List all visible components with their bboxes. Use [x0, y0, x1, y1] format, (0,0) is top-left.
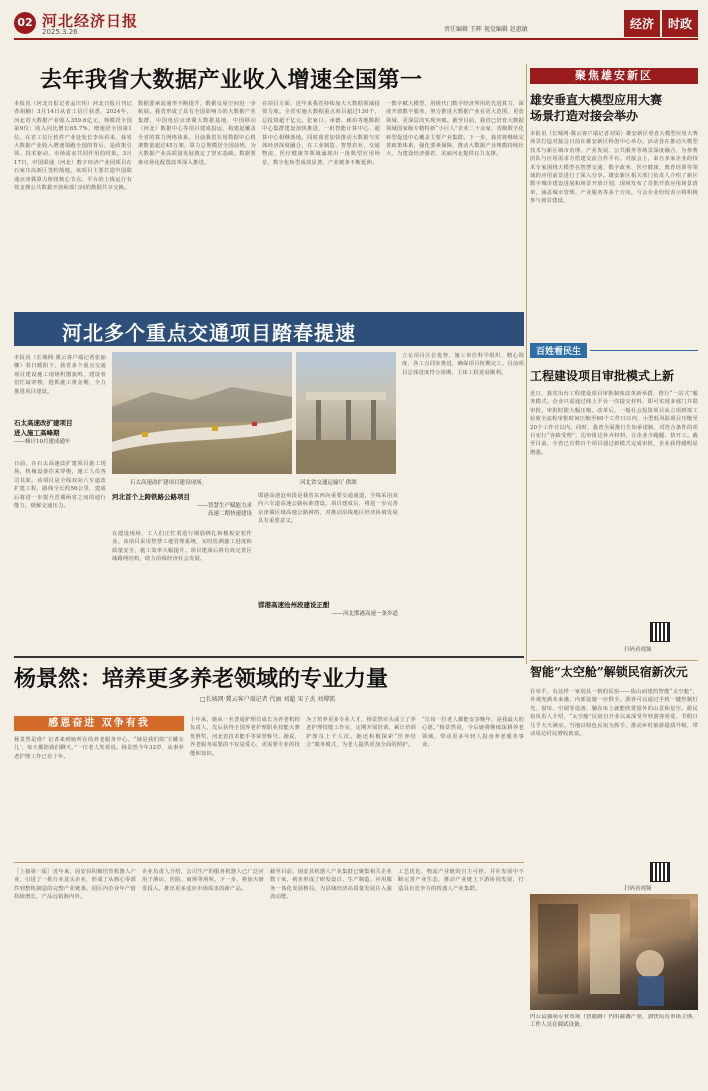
bottom-col-1: 杨景然是谁？记者来到她所在的养老服务中心，“她是我们的‘宝藏女儿’，每天都陪我们聊天。”一位老人笑着说。杨景然今年32岁，从事养老护理工作已有十年。 — [14, 737, 184, 760]
xiongan-section-label: 聚焦雄安新区 — [530, 68, 698, 84]
transport-body1: 日前，在石太高速改扩建项目施工现场，机械设备往来穿梭，施工人员各司其职。该项目是全线双向八车道改扩建工程，路线全长约56公里，建成后将进一步提升晋冀两省之间的通行能力，缓解交通压力。 — [14, 461, 106, 510]
lower-divider — [14, 862, 524, 863]
transport-sub1-line1: 石太高速改扩建项目 — [14, 419, 73, 427]
transport-headline: 河北多个重点交通项目踏春提速 — [62, 321, 356, 345]
qr-label-1: 扫码看视频 — [624, 647, 652, 653]
qr-code-1[interactable] — [650, 622, 670, 642]
section-tabs — [622, 10, 698, 37]
transport-body-mid: 邯港高速沧州段是我省东西向重要交通通道，全线采用双向六车道高速公路标准建设。项目建成后，将进一步完善京津冀区域高速公路网络，对推动沿线地区经济协调发展具有重要意义。 — [258, 493, 398, 525]
approval-body: 近日，我省出台工程建设项目审批制度改革新举措，推行“一站式”服务模式。企业只需通过线上平台一次提交材料，即可实现多部门并联审批，审批时限大幅压缩。改革后，一般社会投资项目从立项到竣工验收全流程审批时间压缩至60个工作日以内，小型低风险项目压缩至20个工作日以内。同时，我省全面推行告知承诺制，对符合条件的项目实行“容缺受理”，边审批边补齐材料，让企业少跑腿、快开工。截至目前，全省已有数百个项目通过新模式完成审批，企业获得感明显增强。 — [530, 391, 698, 456]
bottom-headline: 杨景然：培养更多养老领域的专业力量 — [14, 666, 389, 692]
robot-col-3: 截至目前，固安县机器人产业集群已聚集相关企业数十家，初步形成了研发设计、生产制造、应用服务一体化发展格局，为县域经济高质量发展注入强劲动能。 — [270, 869, 392, 901]
transport-sub2-line2: ——智慧生产赋能力求 — [196, 503, 252, 509]
capsule-body: 在阜平，有这样一家别具一格的民宿——依山而建的智能“太空舱”，外观充满未来感，内部设施一应俱全。游客可以通过手机一键控制灯光、窗帘、空调等设备，躺在床上就能欣赏窗外的山景和星空。据民宿负责人介绍，“太空舱”民宿自开业以来深受年轻游客喜爱，节假日几乎天天满房。当地以特色民宿为抓手，推动乡村旅游提质升级，带动周边村民增收致富。 — [530, 689, 698, 738]
xiongan-title-line1: 雄安垂直大模型应用大赛 — [530, 93, 663, 107]
transport-banner — [14, 312, 524, 346]
gratitude-section-label: 感恩奋进 双争有我 — [14, 716, 184, 731]
bottom-col-2: 十年来，她从一名普通护理员成长为养老机构负责人，先后获得全国养老护理职业技能大赛优胜奖、河北省技术能手等荣誉称号。她说，养老服务需要的不仅是爱心，更需要专业的技能和知识。 — [190, 717, 300, 757]
robot-col-1: ［上接第一版］近年来，固安县积极培育机器人产业，引进了一批行业龙头企业，形成了从核心零部件到整机制造的完整产业链条。园区内企业年产值持续增长，产品远销海内外。 — [14, 869, 136, 901]
transport-col-right: 立足项目区位优势，施工单位科学组织、精心调度，各工点同步推进，确保项目按期完工。目前项目总体进度符合预期，主体工程进展顺利。 — [402, 353, 524, 376]
editors-line: 责任编辑 王晖 视觉编辑 赵惠敏 — [444, 26, 528, 33]
photo-2-caption: 河北省交通运输厅 供图 — [300, 480, 357, 486]
page-number: 02 — [14, 12, 36, 34]
bottom-col-4: “让每一位老人都能安享晚年，是我最大的心愿。”杨景然说，今后她将继续深耕养老领域，带动更多年轻人投身养老服务事业。 — [422, 717, 524, 749]
lead-col-3: 在项目方面，近年来我省持续加大大数据领域投资力度。全省实施大数据重点项目超过130个，总投资超千亿元。张家口、承德、廊坊等地数据中心集群建设加快推进，一批智能计算中心、超算中心相继落地。同时我省加快推动大数据与实体经济深度融合，在工业制造、智慧农业、交通物流、医疗健康等领域涌现出一批典型应用场景，数字化转型成效显著，产业链条不断延伸。 — [262, 101, 380, 166]
issue-date: 2025.3.26 — [42, 28, 78, 36]
construction-photo-1 — [112, 352, 292, 474]
robot-col-4: 工艺优化、物流产业链的自主可控，并在发展中不断完善产业生态，推动产业链上下游协同发展，打造具有竞争力的机器人产业集群。 — [398, 869, 524, 892]
column-divider — [526, 64, 527, 664]
transport-body2: 在建设现场，工人们正忙着进行钢筋绑扎和模板安装作业。该项目采用智慧工地管理系统，实时监测施工进度和质量安全，施工效率大幅提升。项目建成后将有效完善区域路网结构，助力沿线经济社会发展。 — [112, 531, 252, 563]
bottom-byline: □长城网·冀云客户端记者 代丽 刘超 宋子杰 刘博凯 — [200, 696, 336, 703]
transport-sub1 — [14, 418, 106, 458]
shop-photo — [530, 894, 698, 1010]
transport-sub2-line3: 高速二期快速建设 — [207, 511, 252, 518]
minsheng-rule — [590, 350, 698, 351]
lead-headline: 去年我省大数据产业收入增速全国第一 — [40, 67, 423, 93]
transport-intro: 本报讯（长城网·冀云客户端记者张丽娜）春日暖阳下，我省多个重点交通项目建设施工现场机器轰鸣，建设者们忙碌穿梭，抢抓施工黄金期，全力推进项目建设。 — [14, 355, 106, 395]
lead-col-4: 一数字赋大模型，用组代门数字经济所用的先进算力，深度开放数字服务，努力推进大数据产业在更大范围、更宽领域、更深层次实现突破。截至目前，我省已培育大数据领域国家级专精特新“小巨人”企业二十余家，省级数字化转型促进中心覆盖主要产业集群。下一步，我省将继续完善政策体系，强化要素保障，推动大数据产业规模持续壮大，为建设经济强省、美丽河北提供有力支撑。 — [386, 101, 524, 158]
bottom-divider — [14, 656, 524, 658]
minsheng-header — [530, 343, 698, 357]
qr-label-2: 扫码看视频 — [624, 886, 652, 892]
right-divider — [530, 660, 698, 661]
transport-sub1-line2: 进入施工高峰期 — [14, 429, 60, 437]
photo-1-caption: 石太高速改扩建项目建设现场。 — [130, 480, 208, 486]
minsheng-badge: 百姓看民生 — [530, 343, 587, 358]
lead-col-2: 数据要素流通率不断提升，数据交易空间进一步拓展。我省形成了具有全国影响力的大数据产业集群，中国电信京津冀大数据基地、中国移动（河北）数据中心等项目建成投运，构建起覆盖全省的算力网络体系。目前我省在用数据中心机架数量超过45万架，算力总规模居全国前列，为大数据产业高质量发展奠定了坚实基础。数据要素市场化配置改革深入推进。 — [138, 101, 256, 166]
transport-sub2-line1: 河北首个上跨铁路公路项目 — [112, 493, 190, 501]
xiongan-body: 本报讯（长城网·冀云客户端记者刘荣）雄安新区垂直大模型应用大赛场景打造对接会日前在雄安新区科创中心举办。活动旨在推动大模型技术与新区城市治理、产业发展、公共服务等场景深度融合，为参赛团队与应用需求方搭建交流合作平台。对接会上，来自多家企业的技术专家围绕大模型在智慧交通、数字政务、医疗健康、教育培训等领域的应用前景进行了深入分享。雄安新区相关部门负责人介绍了新区数字城市建设进展和场景开放计划，现场发布了首批开放应用场景清单，涵盖城市管理、产业服务等多个方向。与会企业纷纷表示将积极参与场景建设。 — [530, 131, 698, 205]
approval-title: 工程建设项目审批模式上新 — [530, 369, 675, 383]
transport-sub1-line3: ——倾计10月建成通车 — [14, 439, 71, 445]
paper-logo: 河北经济日报 — [42, 12, 139, 30]
shop-photo-caption: 内丘县强项专业市场（智能路）内用灌溉产业，加快培育市场主体。工作人员在调试设备。 — [530, 1014, 698, 1028]
robot-col-2: 企业负责人介绍，公司生产的服务机器人已广泛应用于酒店、医院、商场等场所。下一步，将加大研发投入，推出更多适应市场需求的新产品。 — [142, 869, 264, 892]
section-tab-economy[interactable]: 经济 — [624, 10, 660, 37]
transport-sub3-title: 邯港高速沧州段建设正酣 — [258, 601, 330, 609]
section-tab-politics[interactable]: 时政 — [662, 10, 698, 37]
transport-sub2 — [112, 492, 252, 528]
construction-photo-2 — [296, 352, 396, 474]
transport-sub3 — [258, 600, 398, 624]
xiongan-title-line2: 场景打造对接会举办 — [530, 109, 639, 123]
qr-code-2[interactable] — [650, 862, 670, 882]
bottom-col-3: 为了培养更多专业人才，杨景然牵头成立了养老护理技能工作室，定期开展培训，累计培训护理员上千人次。她还积极探索“医养结合”服务模式，为老人提供更加全面的照护。 — [306, 717, 416, 749]
capsule-title: 智能“太空舱”解锁民宿新次元 — [530, 665, 688, 679]
transport-sub3-byline: ——河北邯港高速一条乡道 — [331, 611, 398, 617]
masthead — [14, 10, 698, 40]
lead-col-1: 本报讯（河北日报记者孟庆伟）河北日报月刊记者胡楠）3月14日从省工信厅获悉，2024年，河北省大数据产业收入359.6亿元，规模居全国第9位；收入同比增长65.7%，增速居全国第1位。在省工信厅软件产业处处长李向看来，我省大数据产业收入增速领跑全国的背后，是政策引领、技术驱动、市场需求共同作用的结果。3月17日，中国联通（河北）数字经济产业园项目在石家庄高新区签约落地，该项目主要打造中国联通京津冀算力枢纽核心节点。平台的上线运行有效支撑公共数据开放和部门间的数据共享交换。 — [14, 101, 132, 192]
